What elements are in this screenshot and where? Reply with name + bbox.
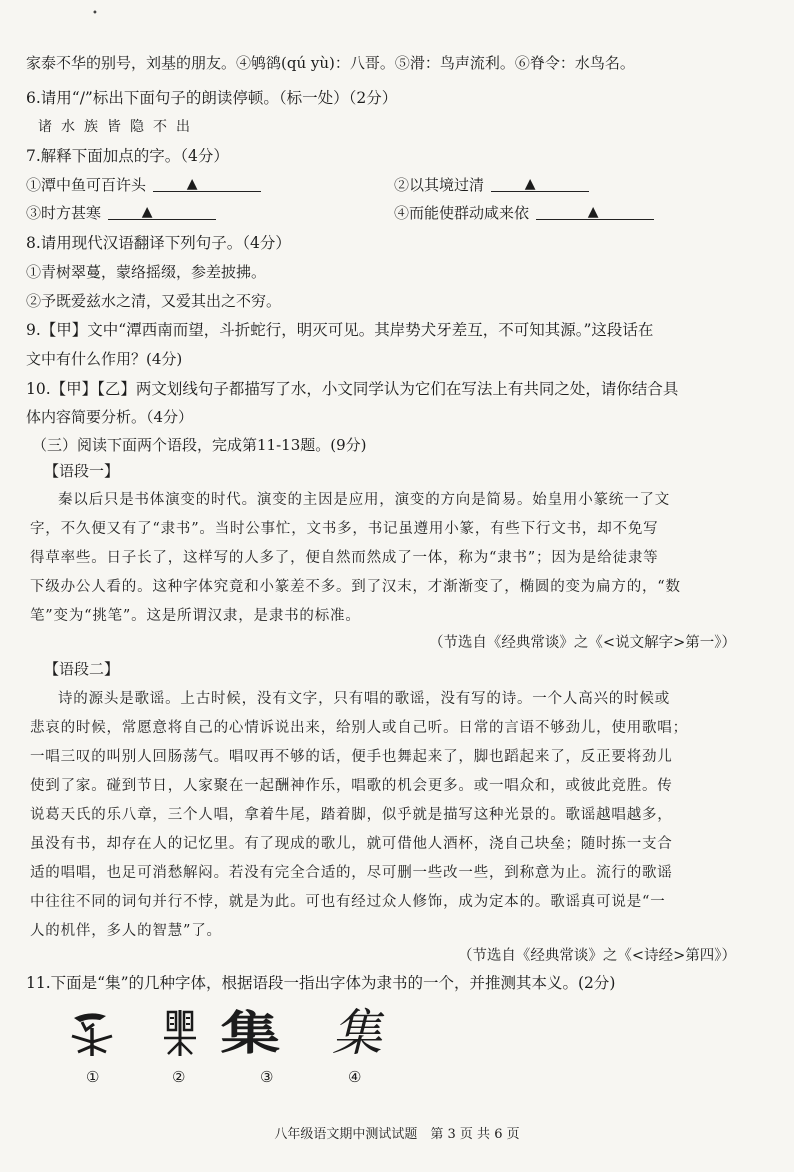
q7-col2-2 [394,202,654,224]
para1-line: 秦以后只是书体演变的时代。演变的主因是应用，演变的方向是简易。始皇用小篆统一了文 [58,492,670,508]
q7-item-3: ③时方甚寒 [26,204,102,222]
q7-item-1: ①潭中鱼可百许头 [26,176,147,194]
q7-answer-blank-1[interactable] [153,175,261,192]
triangle-mark-icon: ▲ [524,176,536,192]
para2-label: 【语段二】 [44,660,120,678]
seal-glyph-image [148,1008,212,1058]
para1-line: 得草率些。日子长了，这样写的人多了，便自然而然成了一体，称为“隶书”；因为是给徒隶等 [30,550,659,566]
para2-line: 适的唱唱，也足可消愁解闷。若没有完全合适的，尽可删一些改一些，到称意为止。流行的歌谣 [30,865,673,881]
para2-source: （节选自《经典常谈》之《<诗经>第四》） [457,948,736,964]
glyph-label-4: ④ [348,1068,362,1086]
q9-line-2: 文中有什么作用？(4分) [26,350,183,368]
para2-line: 诗的源头是歌谣。上古时候，没有文字，只有唱的歌谣，没有写的诗。一个人高兴的时候或 [58,691,670,707]
para2-line: 说葛天氏的乐八章，三个人唱，拿着牛尾，踏着脚，似乎就是描写这种光景的。歌谣越唱越多， [30,807,673,823]
para1-line: 下级办公人看的。这种字体究竟和小篆差不多。到了汉末，才渐渐变了，椭圆的变为扁方的，“数 [30,579,681,595]
q11-prompt: 11.下面是“集”的几种字体，根据语段一指出字体为隶书的一个，并推测其本义。(2分) [26,974,616,992]
section3-heading: （三）阅读下面两个语段，完成第11-13题。(9分) [32,436,367,454]
para1-label: 【语段一】 [44,462,120,480]
regular-glyph: 集 [332,1004,382,1062]
triangle-mark-icon: ▲ [141,204,153,220]
q10-line-1: 10.【甲】【乙】两文划线句子都描写了水，小文同学认为它们在写法上有共同之处，请你结合具 [26,380,679,398]
para2-line: 使到了家。碰到节日，人家聚在一起酬神作乐，唱歌的机会更多。或一唱众和，或彼此竞胜。传 [30,778,673,794]
triangle-mark-icon: ▲ [587,204,599,220]
para2-line: 人的机伴，多人的智慧”了。 [30,923,222,939]
q7-row-1 [26,174,754,196]
q7-col2-1 [394,174,589,196]
q7-row-2 [26,202,754,224]
q6-prompt: 6.请用“/”标出下面句子的朗读停顿。（标一处）（2分） [26,89,398,107]
q7-item-4: ④而能使群动咸来依 [394,204,530,222]
glyph-label-1: ① [86,1068,100,1086]
q10-line-2: 体内容简要分析。（4分） [26,408,194,426]
q8-item-1: ①青树翠蔓，蒙络摇缀，参差披拂。 [26,263,267,281]
glyph-label-2: ② [172,1068,186,1086]
page-footer: 八年级语文期中测试试题 第 3 页 共 6 页 [274,1127,520,1142]
para1-line: 字，不久便又有了“隶书”。当时公事忙，文书多，书记虽遵用小篆，有些下行文书，却不免写 [30,521,659,537]
q7-item-2: ②以其境过清 [394,176,485,194]
q7-answer-blank-3[interactable] [108,203,216,220]
glyph-label-3: ③ [260,1068,274,1086]
para2-line: 虽没有书，却存在人的记忆里。有了现成的歌儿，就可借他人酒杯，浇自己块垒；随时拣一支合 [30,836,673,852]
q8-prompt: 8.请用现代汉语翻译下列句子。（4分） [26,234,291,252]
q7-prompt: 7.解释下面加点的字。（4分） [26,147,229,165]
para1-source: （节选自《经典常谈》之《<说文解字>第一》） [428,635,736,651]
q7-answer-blank-2[interactable] [491,175,589,192]
para2-line: 悲哀的时候，常愿意将自己的心情诉说出来，给别人或自己听。日常的言语不够劲儿，使用歌唱； [30,720,688,736]
notes-line: 家泰不华的别号，刘基的朋友。④鸲鹆(qú yù)：八哥。⑤滑：鸟声流利。⑥脊令：水鸟名。 [26,54,635,72]
top-mark: • [92,8,98,19]
para2-line: 中往往不同的词句并行不悖，就是为此。可也有经过众人修饰，成为定本的。歌谣真可说是“一 [30,894,666,910]
q7-answer-blank-4[interactable] [536,203,654,220]
glyph-set [60,1004,420,1088]
para1-line: 笔”变为“挑笔”。这是所谓汉隶，是隶书的标准。 [30,608,361,624]
para2-line: 一唱三叹的叫别人回肠荡气。唱叹再不够的话，便手也舞起来了，脚也蹈起来了，反正要将劲儿 [30,749,673,765]
triangle-mark-icon: ▲ [186,176,198,192]
q8-item-2: ②予既爱兹水之清，又爱其出之不穷。 [26,292,282,310]
q9-line-1: 9.【甲】文中“潭西南而望，斗折蛇行，明灭可见。其岸势犬牙差互，不可知其源。”这段话在 [26,321,654,339]
q6-sentence: 诸水族皆隐不出 [38,119,199,135]
oracle-bone-glyph-image [60,1008,124,1058]
clerical-glyph: 集 [220,1006,281,1060]
